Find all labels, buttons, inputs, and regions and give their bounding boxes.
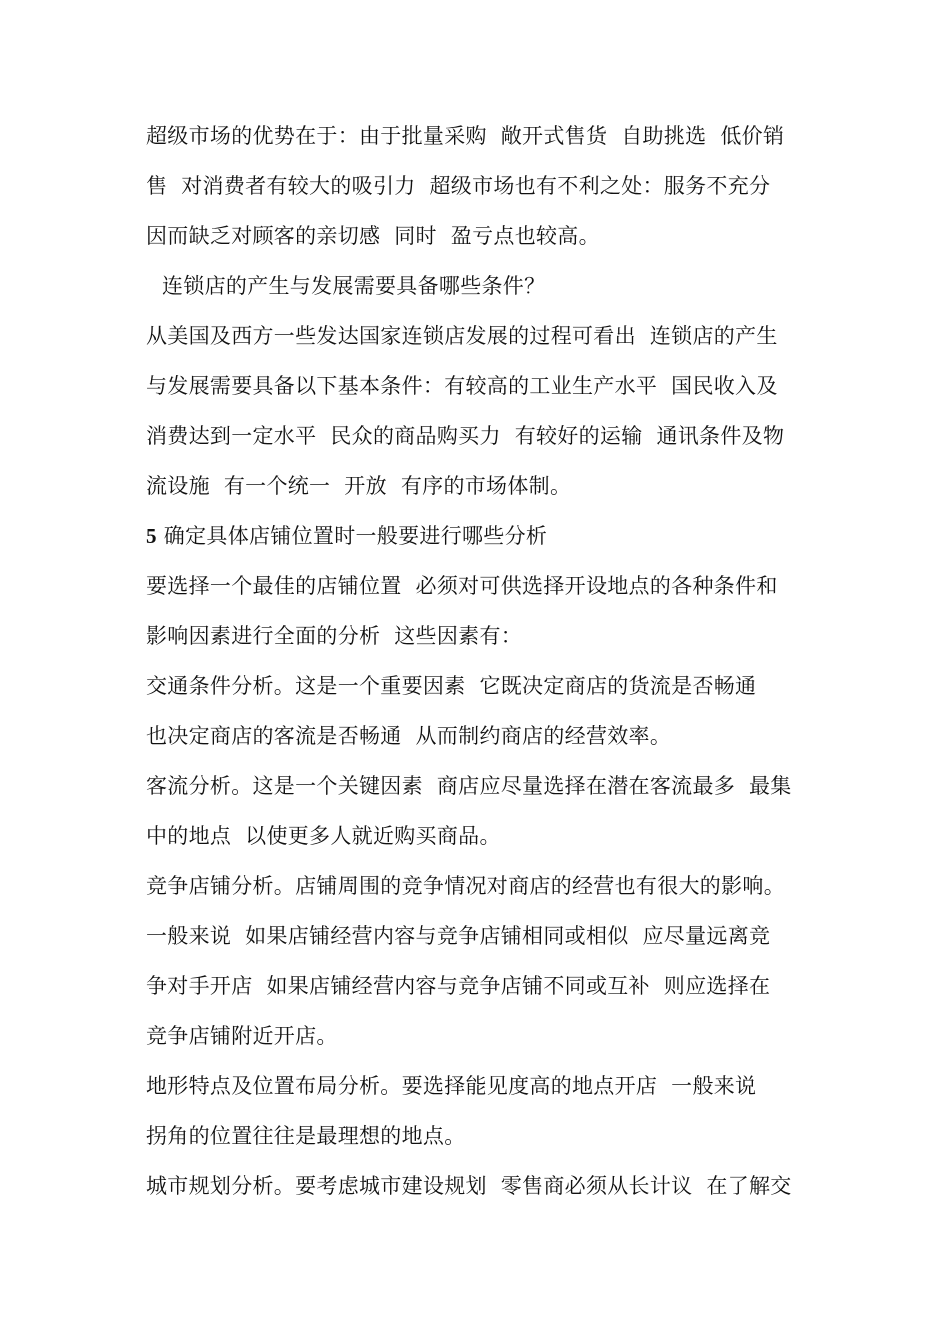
text-line: 城市规划分析。要考虑城市建设规划 零售商必须从长计议 在了解交: [146, 1174, 792, 1198]
text-line: 影响因素进行全面的分析 这些因素有：: [146, 624, 523, 648]
text-line: 地形特点及位置布局分析。要选择能见度高的地点开店 一般来说: [146, 1074, 757, 1098]
text-line: 竞争店铺附近开店。: [146, 1024, 338, 1048]
text-line: 消费达到一定水平 民众的商品购买力 有较好的运输 通讯条件及物: [146, 424, 785, 448]
question-heading: 连锁店的产生与发展需要具备哪些条件？: [162, 274, 546, 298]
text-line: 一般来说 如果店铺经营内容与竞争店铺相同或相似 应尽量远离竞: [146, 924, 771, 948]
text-line: 也决定商店的客流是否畅通 从而制约商店的经营效率。: [146, 724, 672, 748]
text-line: 从美国及西方一些发达国家连锁店发展的过程可看出 连锁店的产生: [146, 324, 778, 348]
text-line: 客流分析。这是一个关键因素 商店应尽量选择在潜在客流最多 最集: [146, 774, 792, 798]
text-line: 要选择一个最佳的店铺位置 必须对可供选择开设地点的各种条件和: [146, 574, 778, 598]
text-line: 因而缺乏对顾客的亲切感 同时 盈亏点也较高。: [146, 224, 600, 248]
text-line: 拐角的位置往往是最理想的地点。: [146, 1124, 466, 1148]
text-line: 与发展需要具备以下基本条件：有较高的工业生产水平 国民收入及: [146, 374, 778, 398]
heading-text: 确定具体店铺位置时一般要进行哪些分析: [163, 524, 548, 548]
text-line: 售 对消费者有较大的吸引力 超级市场也有不利之处：服务不充分: [146, 174, 771, 198]
text-line: 交通条件分析。这是一个重要因素 它既决定商店的货流是否畅通: [146, 674, 757, 698]
numbered-heading: [146, 522, 547, 550]
heading-number: 5: [146, 524, 157, 548]
text-line: 争对手开店 如果店铺经营内容与竞争店铺不同或互补 则应选择在: [146, 974, 771, 998]
text-line: 超级市场的优势在于：由于批量采购 敞开式售货 自助挑选 低价销: [146, 124, 785, 148]
text-line: 中的地点 以使更多人就近购买商品。: [146, 824, 501, 848]
text-line: 竞争店铺分析。店铺周围的竞争情况对商店的经营也有很大的影响。: [146, 874, 785, 898]
text-line: 流设施 有一个统一 开放 有序的市场体制。: [146, 474, 572, 498]
